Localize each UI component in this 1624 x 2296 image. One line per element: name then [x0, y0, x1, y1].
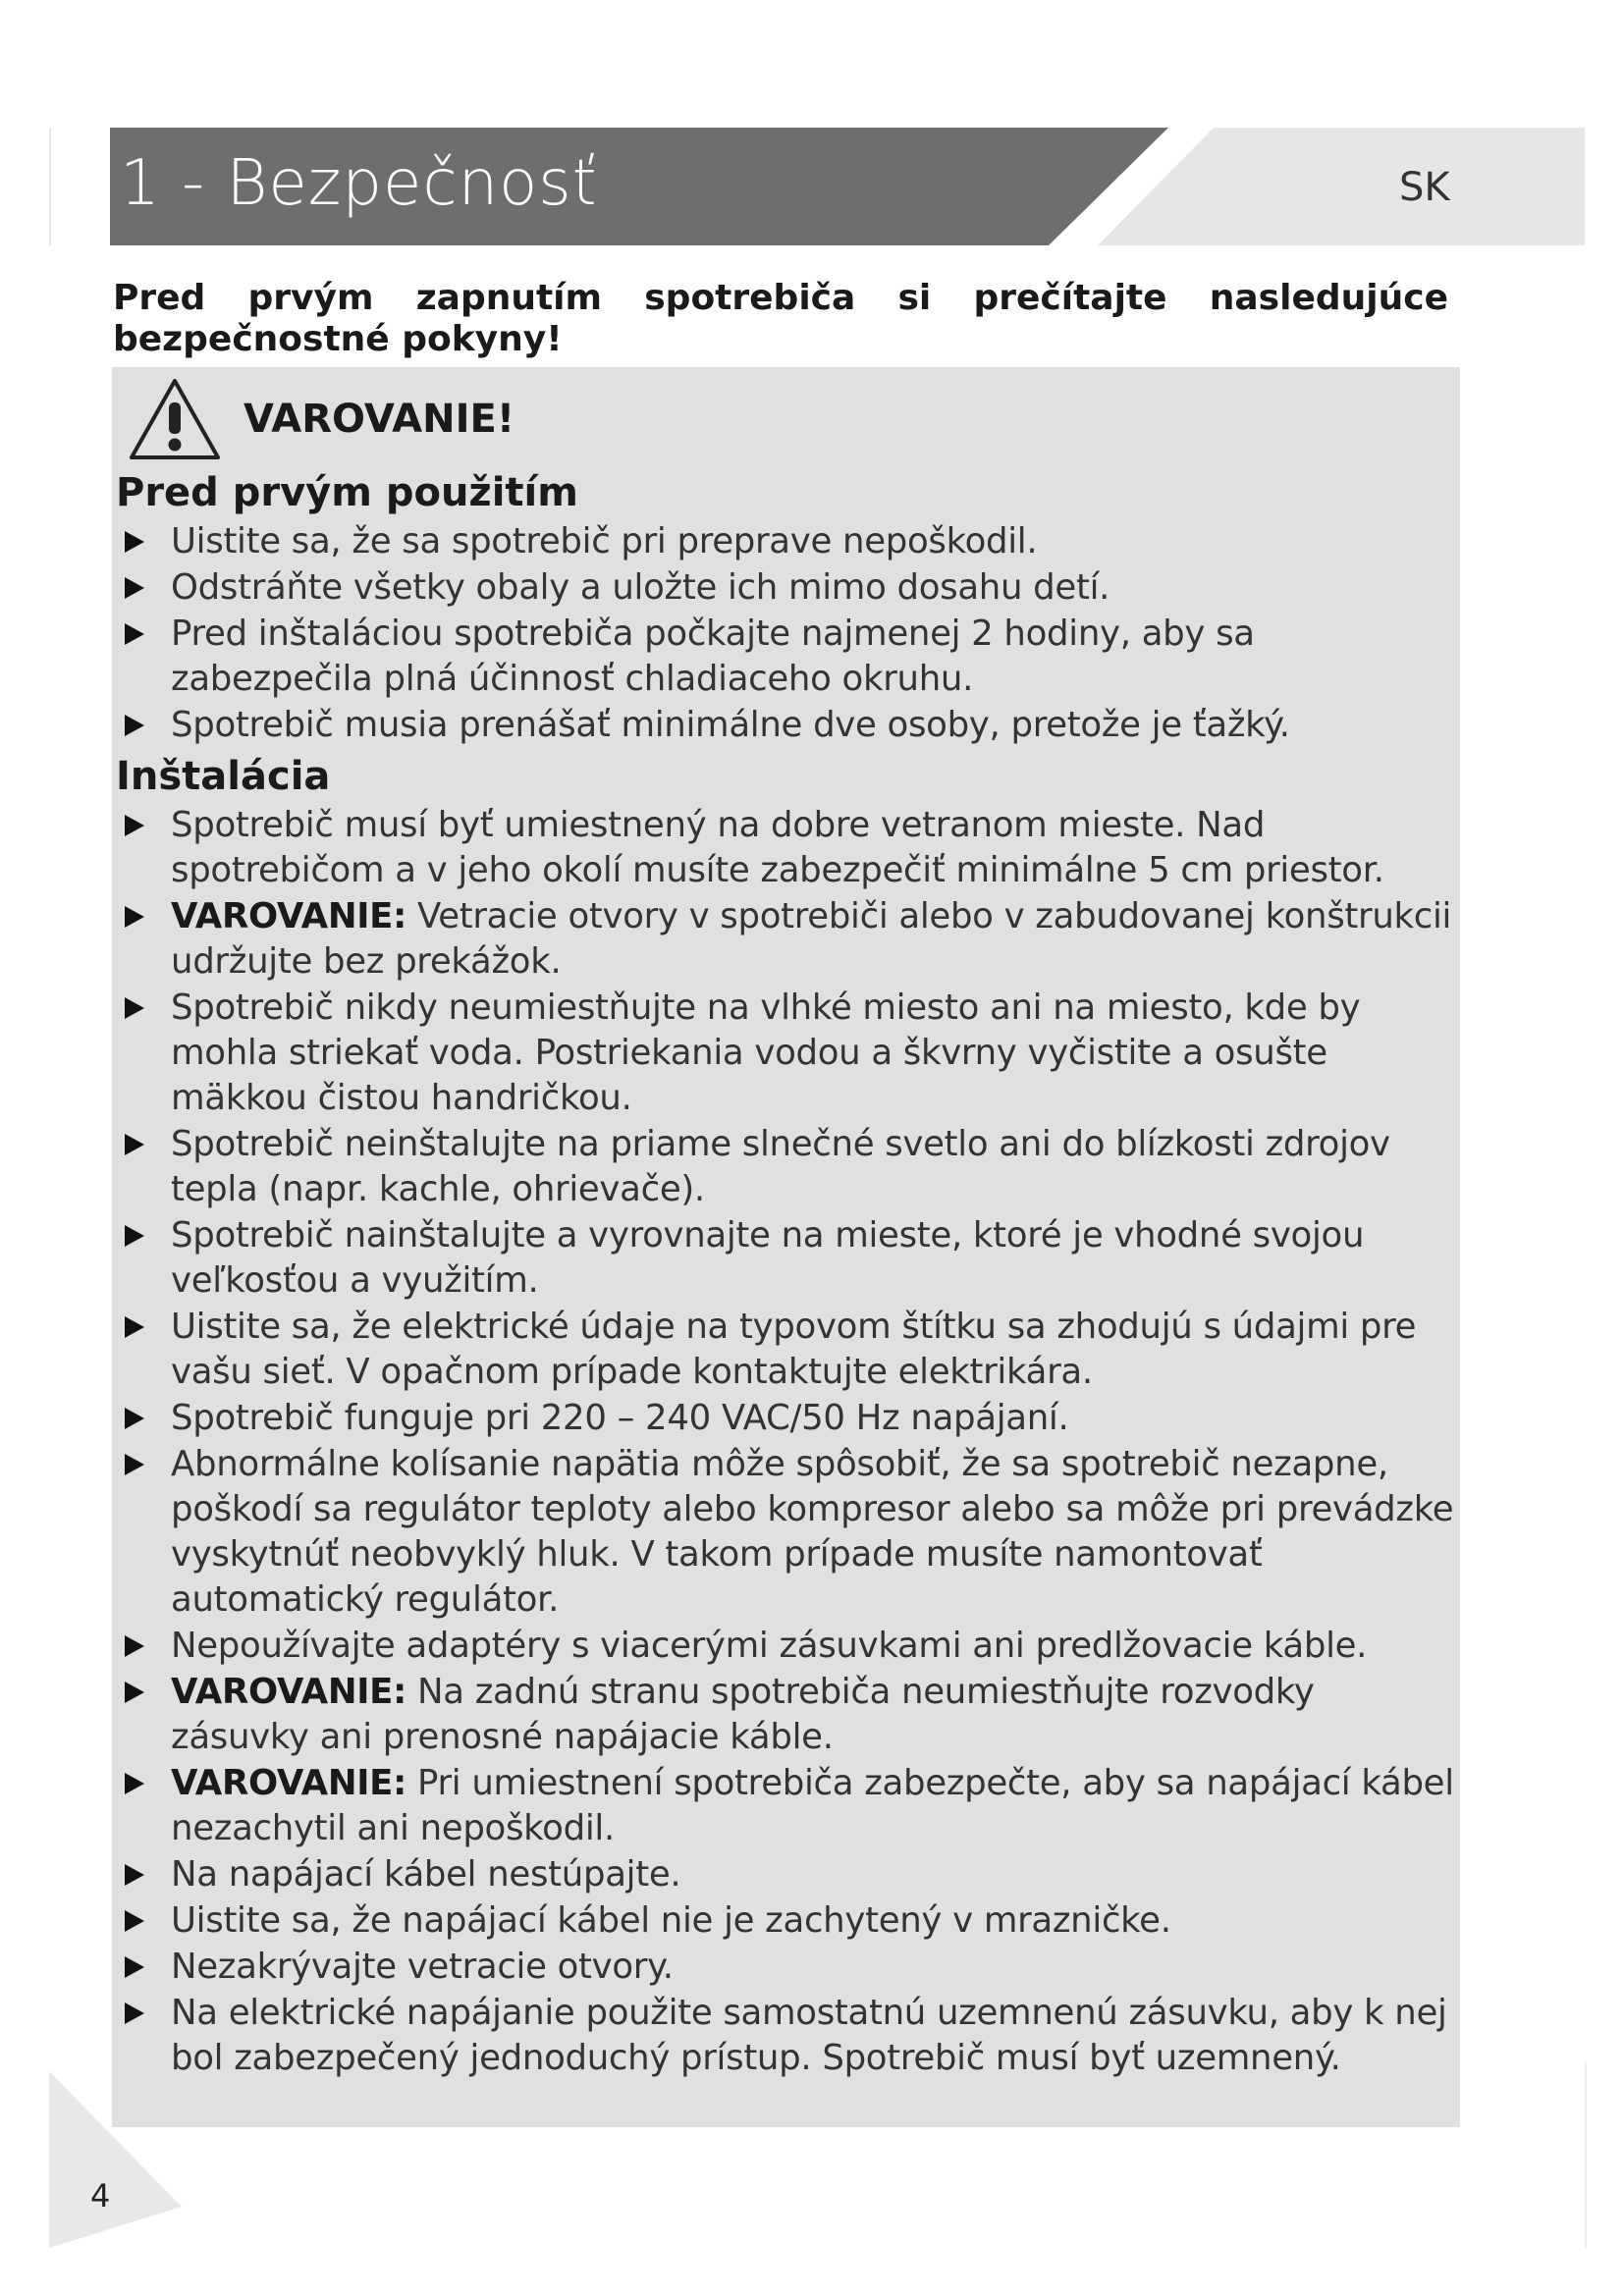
- list-item: VAROVANIE: Pri umiestnení spotrebiča zabezpečte, aby sa napájací kábel nezachytil ani nepoškodil.: [116, 1761, 1461, 1851]
- list-item: VAROVANIE: Na zadnú stranu spotrebiča neumiestňujte rozvodky zásuvky ani prenosné napájacie káble.: [116, 1670, 1461, 1760]
- bullet-arrow-icon: [125, 1682, 144, 1703]
- bullet-arrow-icon: [125, 715, 144, 736]
- list-item: Na napájací kábel nestúpajte.: [116, 1852, 1461, 1897]
- bullet-arrow-icon: [125, 531, 144, 553]
- bullet-arrow-icon: [125, 2002, 144, 2024]
- bullet-arrow-icon: [125, 906, 144, 928]
- bullet-list-before-first-use: [116, 519, 1461, 748]
- list-item: Spotrebič musí byť umiestnený na dobre vetranom mieste. Nad spotrebičom a v jeho okolí musíte zabezpečiť minimálne 5 cm priestor.: [116, 803, 1461, 893]
- bullet-arrow-icon: [125, 1316, 144, 1338]
- chapter-title: 1 - Bezpečnosť: [120, 147, 598, 220]
- page-corner-shape: [0, 2042, 196, 2268]
- list-item: Nezakrývajte vetracie otvory.: [116, 1945, 1461, 1990]
- bullet-arrow-icon: [125, 1454, 144, 1475]
- bullet-list-installation: [116, 803, 1461, 2081]
- chapter-header: [0, 0, 1624, 255]
- list-item: Odstráňte všetky obaly a uložte ich mimo dosahu detí.: [116, 565, 1461, 611]
- bullet-arrow-icon: [125, 1134, 144, 1155]
- bullet-arrow-icon: [125, 997, 144, 1019]
- list-item: Abnormálne kolísanie napätia môže spôsobiť, že sa spotrebič nezapne, poškodí sa regulátor teploty alebo kompresor alebo sa môže pri prevádzke vyskytnúť neobvyklý hluk. V takom prípade musíte namontovať automatický regulátor.: [116, 1442, 1461, 1623]
- list-item: Spotrebič neinštalujte na priame slnečné svetlo ani do blízkosti zdrojov tepla (napr. kachle, ohrievače).: [116, 1122, 1461, 1212]
- list-item: Uistite sa, že sa spotrebič pri preprave nepoškodil.: [116, 519, 1461, 564]
- bullet-arrow-icon: [125, 1225, 144, 1247]
- list-item: Nepoužívajte adaptéry s viacerými zásuvkami ani predlžovacie káble.: [116, 1624, 1461, 1669]
- section-title-before-first-use: Pred prvým použitím: [116, 470, 578, 515]
- list-item: Pred inštaláciou spotrebiča počkajte najmenej 2 hodiny, aby sa zabezpečila plná účinnosť chladiaceho okruhu.: [116, 612, 1461, 702]
- list-item: Uistite sa, že elektrické údaje na typovom štítku sa zhodujú s údajmi pre vašu sieť. V opačnom prípade kontaktujte elektrikára.: [116, 1305, 1461, 1395]
- warning-title: VAROVANIE!: [244, 397, 515, 442]
- list-item: Spotrebič funguje pri 220 – 240 VAC/50 Hz napájaní.: [116, 1396, 1461, 1441]
- list-item: Spotrebič musia prenášať minimálne dve osoby, pretože je ťažký.: [116, 703, 1461, 748]
- page-edge-right: [1585, 2061, 1587, 2248]
- warning-box: [112, 367, 1460, 2127]
- bullet-arrow-icon: [125, 815, 144, 836]
- list-item: Uistite sa, že napájací kábel nie je zachytený v mrazničke.: [116, 1898, 1461, 1944]
- warning-content: [116, 468, 1461, 2082]
- bullet-arrow-icon: [125, 1956, 144, 1978]
- page-number: 4: [90, 2177, 111, 2215]
- list-item: Spotrebič nainštalujte a vyrovnajte na mieste, ktoré je vhodné svojou veľkosťou a využitím.: [116, 1213, 1461, 1304]
- header-light-band: [1098, 128, 1585, 245]
- bullet-arrow-icon: [125, 1408, 144, 1429]
- warning-triangle-icon: [126, 375, 224, 463]
- bullet-arrow-icon: [125, 1635, 144, 1657]
- language-code: SK: [1399, 165, 1450, 210]
- bullet-arrow-icon: [125, 1773, 144, 1794]
- list-item: VAROVANIE: Vetracie otvory v spotrebiči alebo v zabudovanej konštrukcii udržujte bez prekážok.: [116, 894, 1461, 985]
- bullet-arrow-icon: [125, 577, 144, 599]
- intro-text: Pred prvým zapnutím spotrebiča si prečítajte nasledujúce bezpečnostné pokyny!: [113, 278, 1448, 359]
- bullet-arrow-icon: [125, 623, 144, 645]
- list-item: Na elektrické napájanie použite samostatnú uzemnenú zásuvku, aby k nej bol zabezpečený jednoduchý prístup. Spotrebič musí byť uzemnený.: [116, 1991, 1461, 2081]
- bullet-arrow-icon: [125, 1864, 144, 1886]
- section-title-installation: Inštalácia: [116, 754, 331, 799]
- list-item: Spotrebič nikdy neumiestňujte na vlhké miesto ani na miesto, kde by mohla striekať voda. Postriekania vodou a škvrny vyčistite a osušte mäkkou čistou handričkou.: [116, 986, 1461, 1121]
- bullet-arrow-icon: [125, 1910, 144, 1932]
